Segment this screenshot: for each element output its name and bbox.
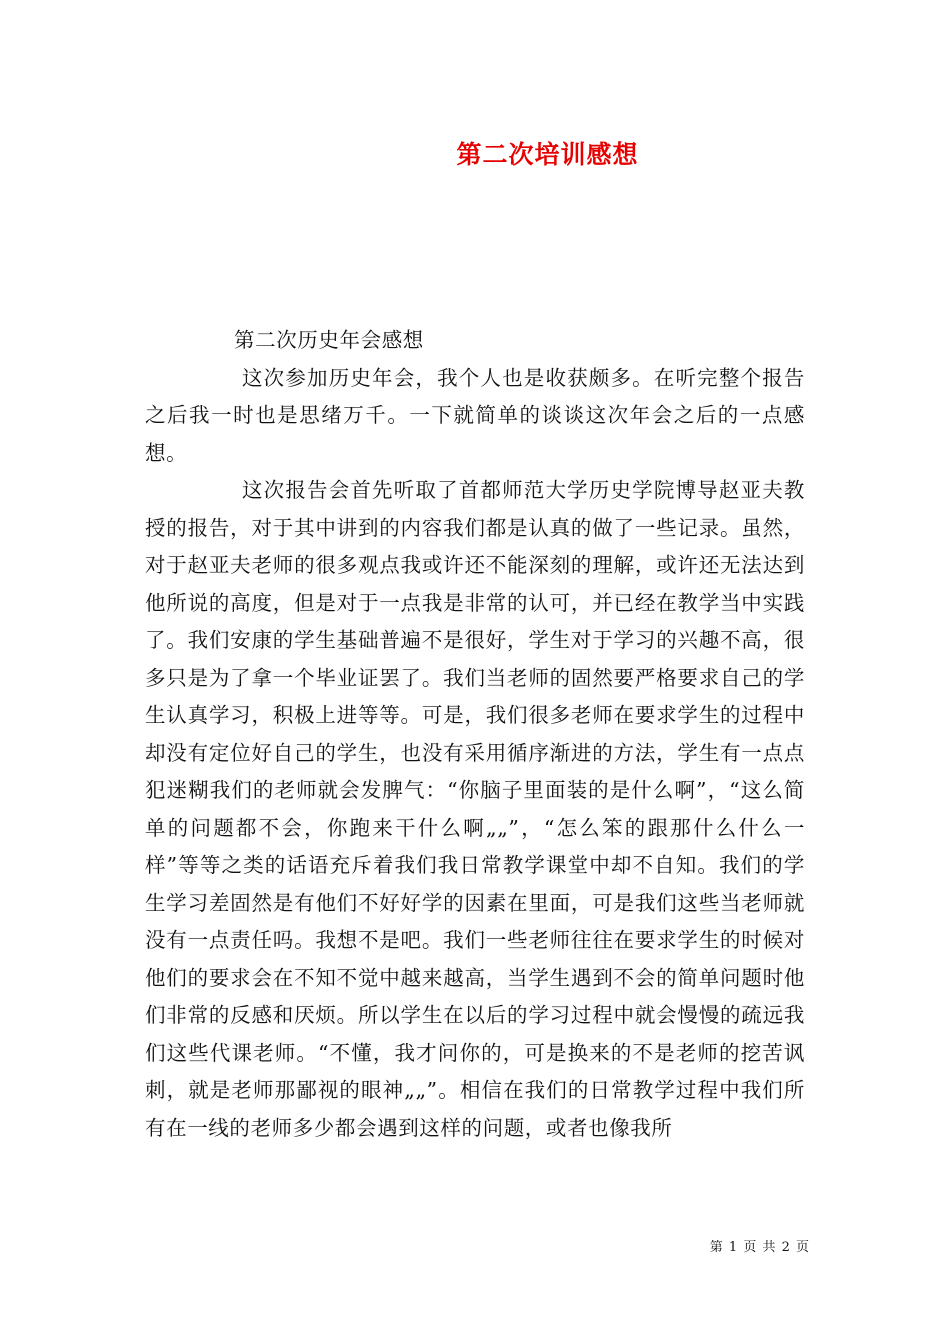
paragraph-1: 这次参加历史年会，我个人也是收获颇多。在听完整个报告之后我一时也是思绪万千。一下就简单的谈谈这次年会之后的一点感想。 — [145, 365, 805, 465]
document-body — [145, 322, 805, 1147]
document-title: 第二次培训感想 — [456, 140, 639, 169]
page-number: 第 1 页 共 2 页 — [709, 1240, 810, 1255]
document-subtitle: 第二次历史年会感想 — [234, 328, 424, 352]
paragraph-2: 这次报告会首先听取了首都师范大学历史学院博导赵亚夫教授的报告，对于其中讲到的内容我们都是认真的做了一些记录。虽然，对于赵亚夫老师的很多观点我或许还不能深刻的理解，或许还无法达到他所说的高度，但是对于一点我是非常的认可，并已经在教学当中实践了。我们安康的学生基础普遍不是很好，学生对于学习的兴趣不高，很多只是为了拿一个毕业证罢了。我们当老师的固然要严格要求自己的学生认真学习，积极上进等等。可是，我们很多老师在要求学生的过程中却没有定位好自己的学生，也没有采用循序渐进的方法，学生有一点点犯迷糊我们的老师就会发脾气：“你脑子里面装的是什么啊”，“这么简单的问题都不会，你跑来干什么啊„„”，“怎么笨的跟那什么什么一样”等等之类的话语充斥着我们我日常教学课堂中却不自知。我们的学生学习差固然是有他们不好好学的因素在里面，可是我们这些当老师就没有一点责任吗。我想不是吧。我们一些老师往往在要求学生的时候对他们的要求会在不知不觉中越来越高，当学生遇到不会的简单问题时他们非常的反感和厌烦。所以学生在以后的学习过程中就会慢慢的疏远我们这些代课老师。“不懂，我才问你的，可是换来的不是老师的挖苦讽刺，就是老师那鄙视的眼神„„”。相信在我们的日常教学过程中我们所有在一线的老师多少都会遇到这样的问题，或者也像我所 — [145, 478, 805, 1140]
